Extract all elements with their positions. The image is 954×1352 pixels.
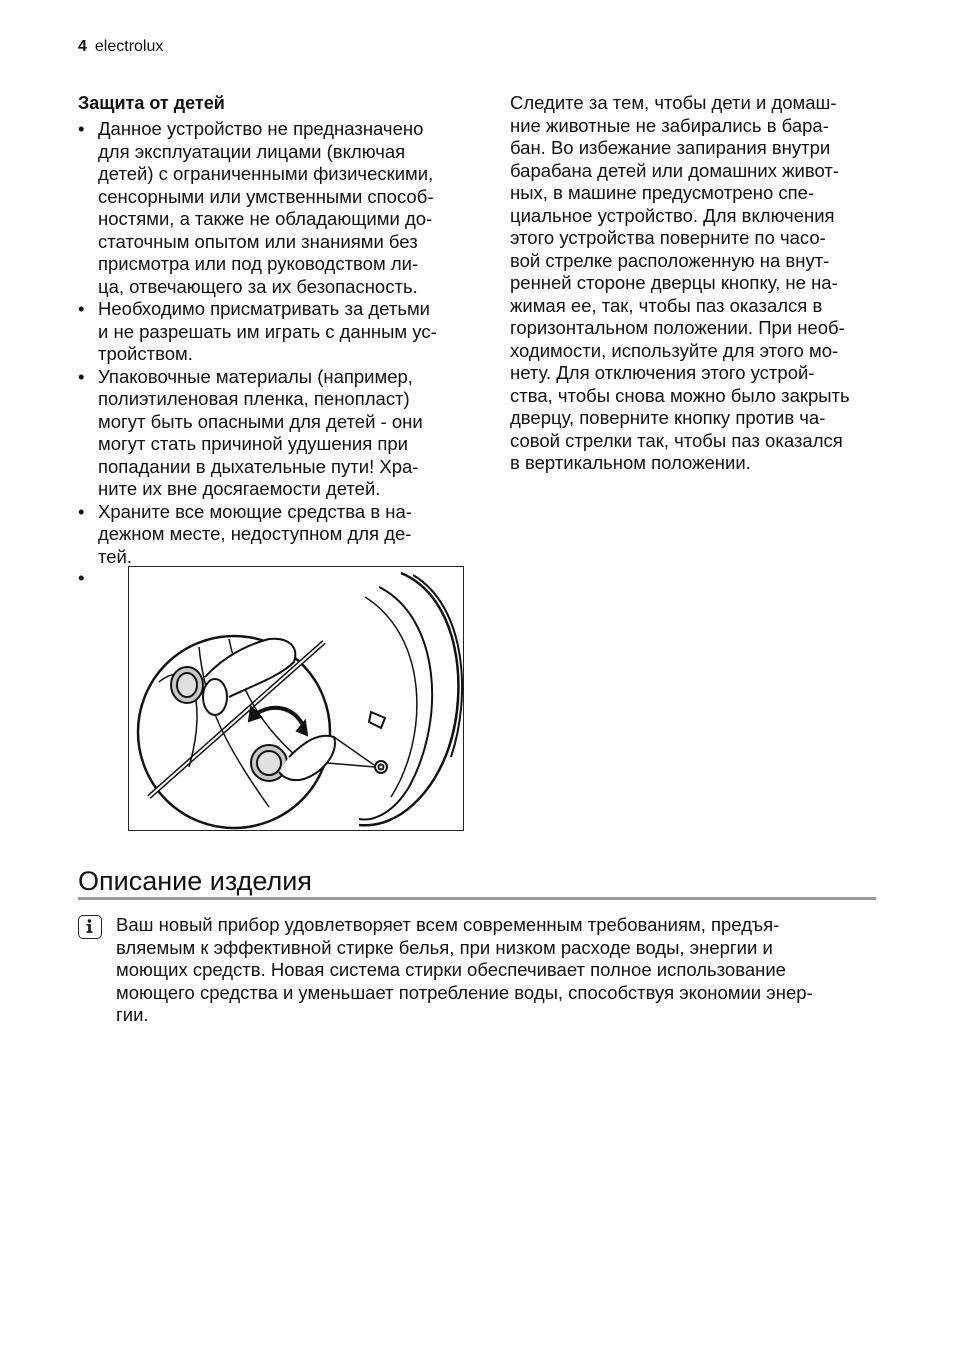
child-lock-paragraph: Следите за тем, чтобы дети и домаш- ние животные не забирались в бара- бан. Во избежание запирания внутри барабана детей или домашних живот- ных, в машине предусмотрено спе- циальное устройство. Для включения этого устройства поверните по часо- вой стрелке расположенную на внут- ренней стороне дверцы кнопку, не на- жимая ее, так, чтобы паз оказался в горизонтальном положении. При необ- ходимости, используйте для этого мо- нету. Для отключения этого устрой- ства, чтобы снова можно было закрыть дверцу, поверните кнопку против ча- совой стрелки так, чтобы паз оказался в вертикальном положении. xyxy=(510,92,850,473)
list-item: • Данное устройство не предназначено для эксплуатации лицами (включая детей) с ограниченными физическими, сенсорными или умственными способ- ностями, а также не обладающими до- статочным опытом или знаниями без присмотра или под руководством ли- ца, отвечающего за их безопасность. xyxy=(78,118,468,298)
brand-name: electrolux xyxy=(94,38,164,55)
figure-bullet: • xyxy=(78,567,85,588)
product-description-text: Ваш новый прибор удовлетворяет всем современным требованиям, предъя- вляемым к эффективной стирке белья, при низком расходе воды, энергии и моющих средств. Новая система стирки обеспечивает полное использование моющего средства и уменьшает потребление воды, способствуя экономии энер- гии. xyxy=(116,914,813,1025)
info-icon xyxy=(78,915,102,939)
left-column xyxy=(78,92,468,568)
list-item: • Упаковочные материалы (например, полиэтиленовая пленка, пенопласт) могут быть опасными для детей - они могут стать причиной удушения при попадании в дыхательные пути! Хра- ните их вне досягаемости детей. xyxy=(78,366,468,501)
section-title-product-description: Описание изделия xyxy=(78,866,312,896)
section-divider xyxy=(78,897,876,900)
page-header xyxy=(78,38,163,56)
list-item: • Необходимо присматривать за детьми и не разрешать им играть с данным ус- тройством. xyxy=(78,298,468,366)
child-lock-drawing xyxy=(129,567,463,830)
right-column xyxy=(510,92,880,475)
page-number: 4 xyxy=(78,38,87,55)
list-item: • Храните все моющие средства в на- дежном месте, недоступном для де- тей. xyxy=(78,501,468,569)
child-lock-illustration xyxy=(128,566,464,831)
child-safety-list xyxy=(78,118,468,568)
section-title-child-safety: Защита от детей xyxy=(78,93,225,113)
